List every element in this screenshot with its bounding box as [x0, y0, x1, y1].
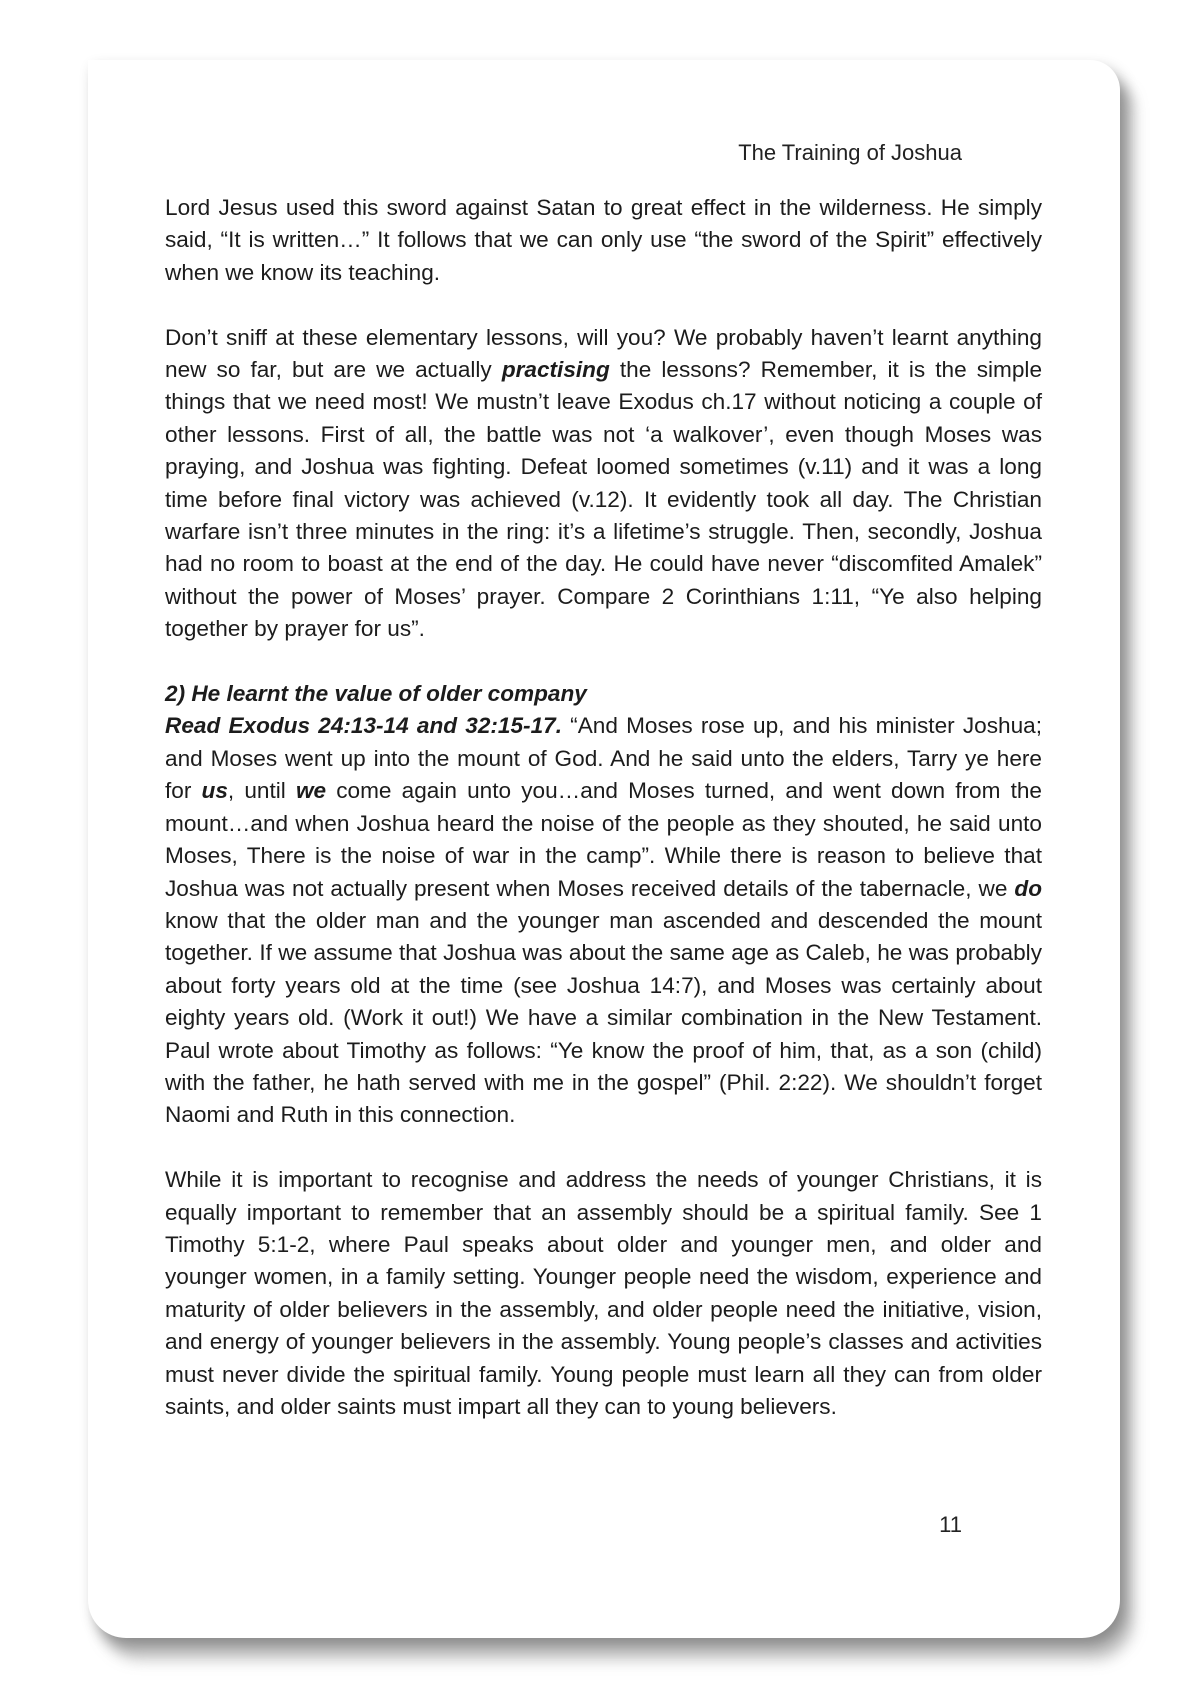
paragraph-spiritual-family: While it is important to recognise and address the needs of younger Christians, it is equally important to remember that an assembly should be a spiritual family. See 1 Timothy 5:1-2, where Paul speaks about older and younger men, and older and younger women, in a family setting. Younger people need the wisdom, experience and maturity of older believers in the assembly, and older people need the initiative, vision, and energy of younger believers in the assembly. Young people’s classes and activities must never divide the spiritual family. Young people must learn all they can from older saints, and older saints must impart all they can to young believers. — [165, 1167, 1042, 1419]
page-number: 11 — [939, 1512, 962, 1537]
paragraph-sword-of-spirit: Lord Jesus used this sword against Satan to great effect in the wilderness. He simply said, “It is written…” It follows that we can only use “the sword of the Spirit” effectively when we know its teaching. — [165, 195, 1042, 285]
text-run: come again unto you…and Moses turned, and went down from the mount…and when Joshua heard the noise of the people as they shouted, he said unto Moses, There is the noise of war in the camp”. While there is reason to believe that Joshua was not actually present when Moses received details of the tabernacle, we — [165, 778, 1042, 901]
paragraph-elementary-lessons — [165, 322, 1042, 646]
emphasis-do: do — [1014, 875, 1042, 901]
text-run: , until — [227, 778, 296, 804]
running-head: The Training of Joshua — [738, 140, 962, 165]
emphasis-we: we — [295, 778, 327, 804]
section-older-company — [165, 678, 1042, 1132]
book-page — [88, 60, 1120, 1638]
section-heading: 2) He learnt the value of older company — [165, 681, 587, 707]
emphasis-us: us — [201, 778, 228, 804]
text-run: Don’t sniff at these elementary lessons, will you? We probably haven’t learnt anything new so far, but are we actually — [165, 324, 1042, 383]
text-run: the lessons? Remember, it is the simple things that we need most! We mustn’t leave Exodus ch.17 without noticing a couple of other lessons. First of all, the battle was not ‘a walkover’, even though Moses was praying, and Joshua was fighting. Defeat loomed sometimes (v.11) and it was a long time before final victory was achieved (v.12). It evidently took all day. The Christian warfare isn’t three minutes in the ring: it’s a lifetime’s struggle. Then, secondly, Joshua had no room to boast at the end of the day. He could have never “discomfited Amalek” without the power of Moses’ prayer. Compare 2 Corinthians 1:11, “Ye also helping together by prayer for us”. — [165, 357, 1043, 642]
page-body — [165, 192, 1042, 1423]
emphasis-practising: practising — [501, 357, 610, 383]
text-run: “And Moses rose up, and his minister Joshua; and Moses went up into the mount of God. And he said unto the elders, Tarry ye here for — [165, 713, 1042, 804]
text-run: know that the older man and the younger man ascended and descended the mount together. If we assume that Joshua was about the same age as Caleb, he was probably about forty years old at the time (see Joshua 14:7), and Moses was certainly about eighty years old. (Work it out!) We have a similar combination in the New Testament. Paul wrote about Timothy as follows: “Ye know the proof of him, that, as a son (child) with the father, he hath served with me in the gospel” (Phil. 2:22). We shouldn’t forget Naomi and Ruth in this connection. — [165, 907, 1042, 1128]
scripture-reference: Read Exodus 24:13-14 and 32:15-17. — [165, 713, 562, 739]
